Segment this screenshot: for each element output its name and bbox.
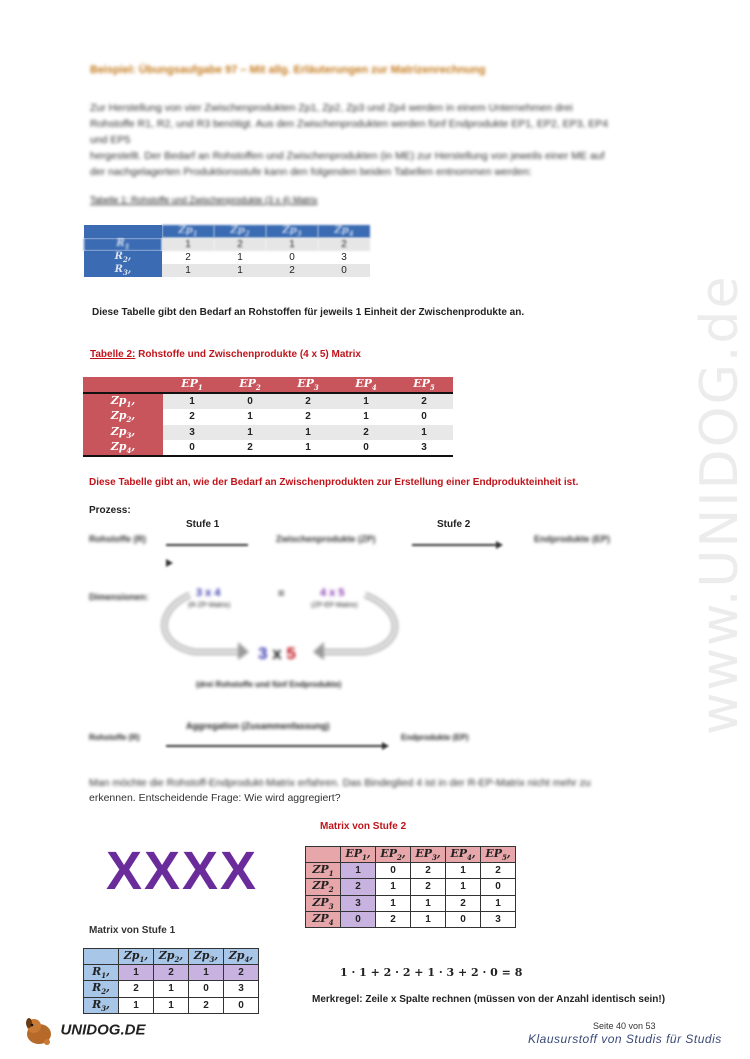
footer-tagline: Klausurstoff von Studis für Studis [528,1032,722,1046]
table1-col-header: $Zp_2$ [214,225,266,238]
result-dimension [258,644,296,664]
stage2-row-label: $ZP_3$ [306,895,341,911]
table2-cell: 0 [363,441,369,453]
table1-cell: 3 [341,252,347,263]
stage2-col-header: $EP_5$, [481,847,516,863]
stage2-header-row [306,847,516,863]
stage1-matrix [83,948,259,1014]
question-line2: erkennen. Entscheidende Frage: Wie wird aggregiert? [89,792,341,804]
rule: Merkregel: Zeile x Spalte rechnen (müssen von der Anzahl identisch sein!) [312,994,666,1005]
table2-row [83,393,453,409]
table1-corner [84,225,162,238]
table2-row [83,409,453,424]
stage2-cell: 0 [376,863,411,879]
dim-right: 4 x 5 [320,587,345,599]
table2-row-label: $Zp_4$, [83,440,163,456]
stage2-cell: 1 [481,895,516,911]
stage1-cell: 3 [224,981,259,997]
stage2-cell: 2 [411,879,446,895]
table1-cell: 0 [289,252,295,263]
stage2-row [306,895,516,911]
intro-line: Rohstoffe R1, R2, und R3 benötigt. Aus den Zwischenprodukten werden fünf Endprodukte EP1, EP2, EP3, EP4 [90,118,609,130]
stage1-cell: 2 [154,965,189,981]
table2-col-header: $EP_2$ [221,377,279,393]
stage2-col-header: $EP_1$, [341,847,376,863]
stage1-cell: 1 [189,965,224,981]
stage1-arrow [166,536,254,572]
table1-cell: 2 [214,238,266,251]
stage1-col-header: $Zp_4$, [224,949,259,965]
table2-cell: 2 [337,425,395,440]
process-label: Prozess: [89,505,131,516]
table2-cell: 1 [395,425,453,440]
table2-row-label: $Zp_1$, [83,393,163,409]
stage2-cell: 2 [481,863,516,879]
intro-line: und EP5 [90,134,131,146]
table2-cell: 1 [305,441,311,453]
stage2-label: Stufe 2 [437,519,471,530]
dim-left: 3 x 4 [196,587,221,599]
table2-col-header: $EP_4$ [337,377,395,393]
table1-row-label: $R_3$, [84,264,162,277]
stage2-col-header: $EP_3$, [411,847,446,863]
table2-cell: 0 [421,411,427,423]
table2-title [90,349,361,360]
stage1-corner [84,949,119,965]
table2-cell: 1 [363,411,369,423]
stage1-col-header: $Zp_3$, [189,949,224,965]
stage2-cell: 1 [411,895,446,911]
table2-cell: 2 [305,411,311,423]
table2-row-label: $Zp_2$, [83,409,163,424]
stage1-col-header: $Zp_1$, [119,949,154,965]
table2-row [83,425,453,440]
stage2-col-header: $EP_2$, [376,847,411,863]
table2-cell: 2 [189,411,195,423]
stage2-row-label: $ZP_1$ [306,863,341,879]
final-products-label: Endprodukte (EP) [534,534,610,544]
table2-title-prefix: Tabelle 2: [90,349,136,360]
stage2-cell: 3 [481,911,516,927]
stage2-cell: 1 [376,879,411,895]
equation: 1 · 1 + 2 · 2 + 1 · 3 + 2 · 0 = 8 [340,966,523,979]
stage1-row-label: $R_3$, [84,997,119,1013]
result-sub: (drei Rohstoffe und fünf Endprodukte) [196,680,342,689]
stage1-row-label: $R_1$, [84,965,119,981]
table1-header-row [84,225,370,238]
result-dimension-text: 3 x 5 [258,644,296,663]
stage1-cell: 1 [154,981,189,997]
aggregation-arrow [166,737,390,755]
stage1-row-label: $R_2$, [84,981,119,997]
stage2-title: Matrix von Stufe 2 [320,821,407,832]
stage2-cell: 2 [446,895,481,911]
aggregation-label: Aggregation (Zusammenfassung) [186,721,330,731]
table1-note: Diese Tabelle gibt den Bedarf an Rohstoffen für jeweils 1 Einheit der Zwischenprodukte an. [92,307,525,318]
table2-col-header: $EP_5$ [395,377,453,393]
table1-cell: 1 [266,238,318,251]
dim-equals: = [278,588,285,600]
stage2-matrix [305,846,516,928]
table1-title: Tabelle 1: Rohstoffe und Zwischenprodukte (3 x 4) Matrix [90,195,318,205]
table2-row-label: $Zp_3$, [83,425,163,440]
table2-cell: 1 [337,393,395,409]
table1-cell: 1 [162,238,214,251]
table2-cell: 1 [163,393,221,409]
table1-row [84,264,370,277]
intro-line: Zur Herstellung von vier Zwischenprodukten Zp1, Zp2, Zp3 und Zp4 werden in einem Unternehmen drei [90,102,573,114]
stage1-col-header: $Zp_2$, [154,949,189,965]
table2-col-header: $EP_3$ [279,377,337,393]
stage1-label: Stufe 1 [186,519,220,530]
stage2-cell: 0 [341,911,376,927]
table1-col-header: $Zp_3$ [266,225,318,238]
stage2-row [306,879,516,895]
footer-logo [22,1014,145,1046]
stage2-col-header: $EP_4$, [446,847,481,863]
table2-corner [83,377,163,393]
page-heading: Beispiel: Übungsaufgabe 97 – Mit allg. Erläuterungen zur Matrizenrechnung [90,64,486,76]
table2-cell: 2 [247,441,253,453]
table2-cell: 2 [395,393,453,409]
stage1-row [84,965,259,981]
stage2-corner [306,847,341,863]
table1-cell: 1 [237,252,243,263]
table1-row [84,238,370,251]
table2-cell: 1 [279,425,337,440]
watermark: www.UNIDOG.de [690,274,750,735]
stage2-arrow [412,536,504,554]
table2-title-rest: Rohstoffe und Zwischenprodukte (4 x 5) Matrix [135,349,361,360]
stage1-cell: 0 [224,997,259,1013]
table1-row-label: $R_1$ [84,238,162,251]
curved-arrow-left-icon [150,590,250,660]
stage2-cell: 1 [446,863,481,879]
stage2-cell: 2 [341,879,376,895]
stage1-title: Matrix von Stufe 1 [89,925,176,936]
intermediate-label: Zwischenprodukte (ZP) [276,534,376,544]
dimensions-label: Dimensionen: [89,592,149,602]
table2-col-header: $EP_1$ [163,377,221,393]
stage1-cell: 2 [189,997,224,1013]
table1-cell: 2 [185,252,191,263]
dim-left-sub: (R-ZP-Matrix) [188,602,231,609]
table1-cell: 1 [162,264,214,277]
table1-row-label: $R_2$, [84,251,162,264]
stage2-cell: 1 [341,863,376,879]
aggregation-final-label: Endprodukte (EP) [401,733,469,742]
table1-cell: 2 [318,238,370,251]
stage2-cell: 3 [341,895,376,911]
xxxx-placeholder: XXXX [106,841,259,901]
question-line1: Man möchte die Rohstoff-Endprodukt-Matrix erfahren. Das Bindeglied 4 ist in der R-EP-Matrix nicht mehr zu [89,777,591,789]
table1-col-header: $Zp_1$ [162,225,214,238]
stage2-cell: 1 [376,895,411,911]
stage1-row [84,997,259,1013]
table2-note: Diese Tabelle gibt an, wie der Bedarf an Zwischenprodukten zur Erstellung einer Endprodukteinheit ist. [89,477,579,488]
stage1-cell: 1 [154,997,189,1013]
table2-cell: 3 [163,425,221,440]
table1-cell: 2 [266,264,318,277]
stage2-cell: 0 [446,911,481,927]
logo-text: UNIDOG.DE [60,1021,146,1039]
stage1-cell: 2 [224,965,259,981]
stage2-cell: 1 [446,879,481,895]
stage2-row [306,863,516,879]
intro-line: der nachgelagerten Produktionsstufe kann den folgenden beiden Tabellen entnommen werden: [90,166,532,178]
table1-col-header: $Zp_4$ [318,225,370,238]
stage2-cell: 2 [411,863,446,879]
stage1-cell: 1 [119,965,154,981]
table2-cell: 1 [247,411,253,423]
table2-cell: 3 [421,441,427,453]
stage2-cell: 2 [376,911,411,927]
curved-arrow-right-icon [310,590,410,660]
dog-logo-icon [22,1014,56,1046]
table2-cell: 2 [279,393,337,409]
page-number: Seite 40 von 53 [593,1021,656,1031]
table2-row [83,440,453,456]
intro-line: hergestellt. Der Bedarf an Rohstoffen und Zwischenprodukten (in ME) zur Herstellung von jeweils einer ME auf [90,150,605,162]
table1 [84,225,370,277]
stage2-row-label: $ZP_4$ [306,911,341,927]
table2-cell: 1 [221,425,279,440]
stage2-row [306,911,516,927]
stage2-cell: 1 [411,911,446,927]
stage2-row-label: $ZP_2$ [306,879,341,895]
intro-paragraph [90,100,660,180]
aggregation-raw-label: Rohstoffe (R) [89,733,140,742]
table2-cell: 0 [221,393,279,409]
stage1-row [84,981,259,997]
table1-cell: 1 [214,264,266,277]
stage1-header-row [84,949,259,965]
raw-materials-label: Rohstoffe (R) [89,534,146,544]
dim-right-sub: (ZP-EP-Matrix) [311,602,358,609]
stage2-cell: 0 [481,879,516,895]
stage1-cell: 1 [119,997,154,1013]
table2-cell: 0 [189,441,195,453]
table2 [83,377,453,457]
table2-header-row [83,377,453,393]
stage1-cell: 0 [189,981,224,997]
table1-cell: 0 [318,264,370,277]
stage1-cell: 2 [119,981,154,997]
table1-row [84,251,370,264]
